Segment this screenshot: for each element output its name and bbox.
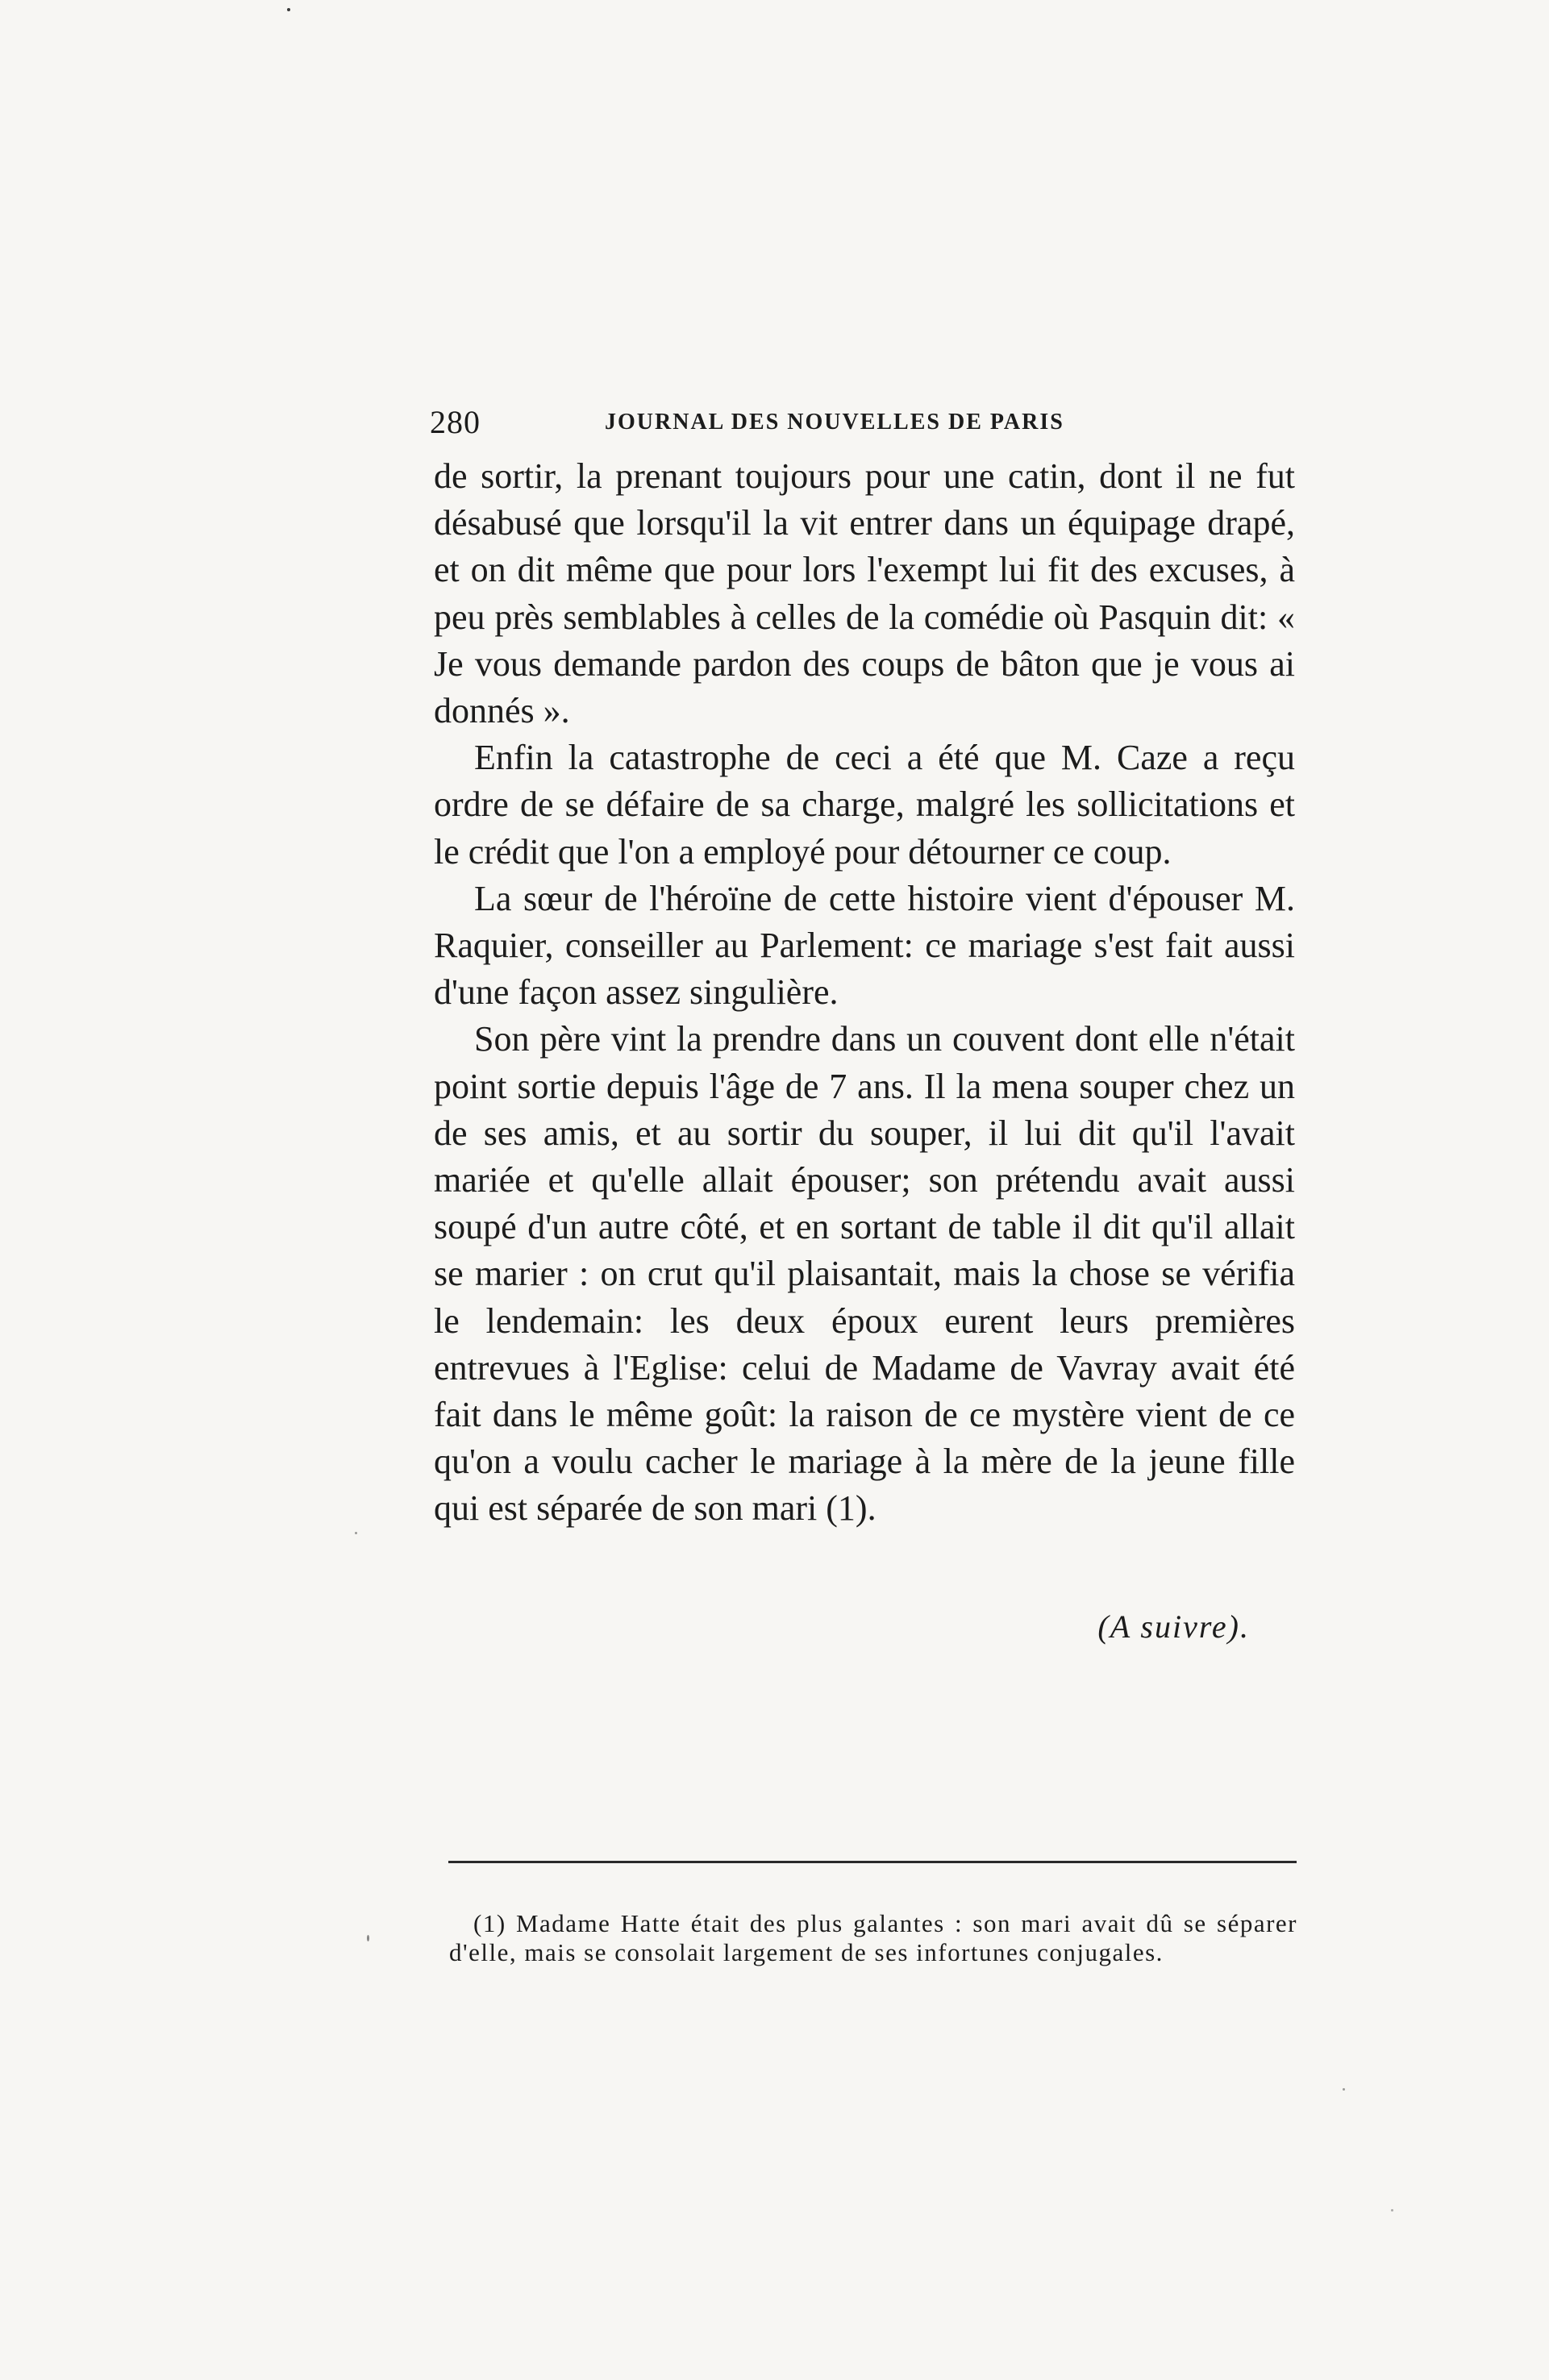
scan-speck — [1343, 2088, 1345, 2091]
scan-speck — [1391, 2209, 1393, 2211]
scan-speck — [287, 8, 290, 11]
page-header — [430, 403, 1301, 443]
paragraph-3: La sœur de l'héroïne de cette histoire vient d'épouser M. Raquier, conseiller au Parlement: ce mariage s'est fait aussi d'une façon assez singulière. — [434, 878, 1295, 1013]
scan-speck — [367, 1935, 369, 1941]
body-text — [434, 453, 1295, 1533]
paragraph-1: de sortir, la prenant toujours pour une catin, dont il ne fut désabusé que lorsqu'il la vit entrer dans un équipage drapé, et on dit même que pour lors l'exempt lui fit des excuses, à peu près semblables à celles de la comédie où Pasquin dit: « Je vous demande pardon des coups de bâton que je vous ai donnés ». — [434, 456, 1295, 731]
running-title: JOURNAL DES NOUVELLES DE PARIS — [605, 410, 1064, 435]
footnote-divider — [448, 1861, 1297, 1863]
scan-speck — [355, 1532, 357, 1534]
continued-note: (A suivre). — [1097, 1608, 1250, 1645]
page-number: 280 — [430, 404, 481, 440]
paragraph-2: Enfin la catastrophe de ceci a été que M. Caze a reçu ordre de se défaire de sa charge, malgré les sollicitations et le crédit que l'on a employé pour détourner ce coup. — [434, 738, 1295, 872]
footnote: (1) Madame Hatte était des plus galantes : son mari avait dû se séparer d'elle, mais se consolait largement de ses infortunes conjugales. — [449, 1909, 1297, 1966]
paragraph-4: Son père vint la prendre dans un couvent dont elle n'était point sortie depuis l'âge de 7 ans. Il la mena souper chez un de ses amis, et au sortir du souper, il lui dit qu'il l'avait mariée et qu'elle allait épouser; son prétendu avait aussi soupé d'un autre côté, et en sortant de table il dit qu'il allait se marier : on crut qu'il plaisantait, mais la chose se vérifia le lendemain: les deux époux eurent leurs premières entrevues à l'Eglise: celui de Madame de Vavray avait été fait dans le même goût: la raison de ce mystère vient de ce qu'on a voulu cacher le mariage à la mère de la jeune fille qui est séparée de son mari (1). — [434, 1019, 1295, 1529]
